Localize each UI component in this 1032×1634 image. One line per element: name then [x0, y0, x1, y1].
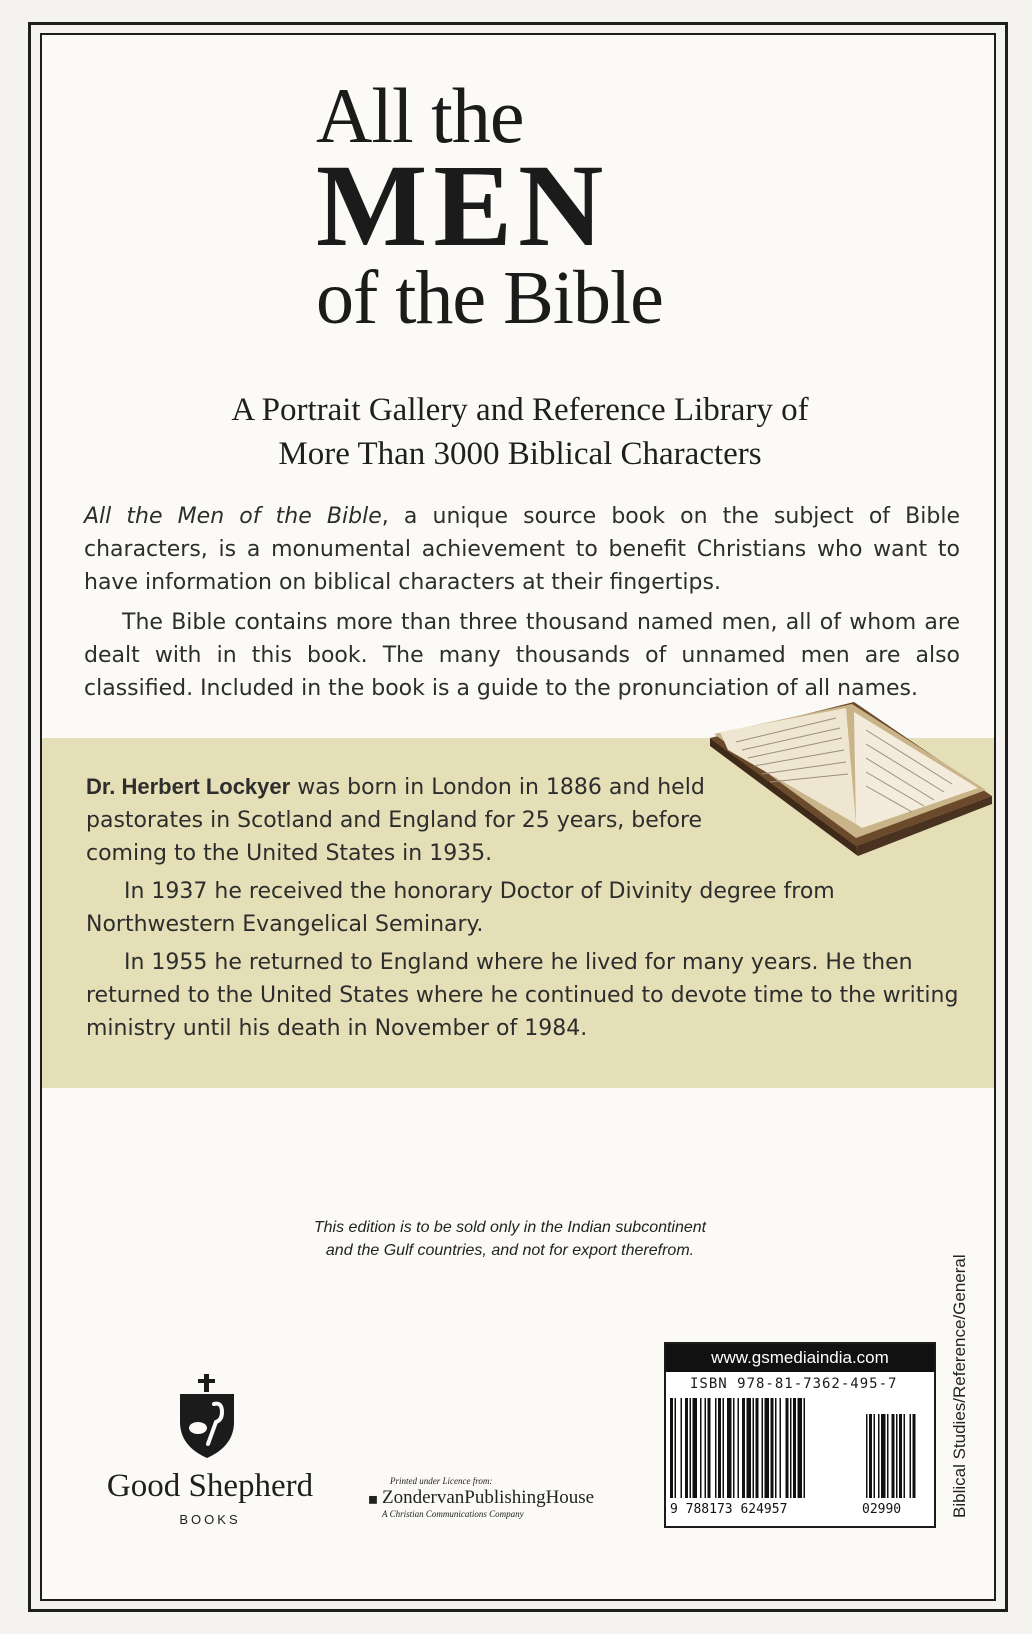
barcode-addon-bar — [878, 1414, 880, 1498]
barcode-bar — [753, 1398, 755, 1498]
barcode-bar — [742, 1398, 745, 1498]
publisher-name: Good Shepherd — [106, 1468, 314, 1504]
bio-paragraph-1 — [86, 770, 706, 870]
barcode-bar — [718, 1398, 721, 1498]
barcode-bars — [670, 1398, 932, 1502]
description-paragraph-2: The Bible contains more than three thousand named men, all of whom are dealt with in this book. The many thousands of unnamed men are also classified. Included in the book is a guide to the pronunciation of all names. — [84, 610, 960, 701]
shepherd-shield-icon — [176, 1374, 238, 1460]
barcode-addon-bar — [869, 1414, 872, 1498]
barcode-addon-bar — [896, 1414, 898, 1498]
barcode-addon-bar — [910, 1414, 912, 1498]
bio-paragraph-3: In 1955 he returned to England where he lived for many years. He then returned to the United States where he continued to devote time to the writing ministry until his death in November of 1984. — [86, 950, 959, 1041]
barcode-bar — [670, 1398, 673, 1498]
licence-publisher — [368, 1487, 594, 1509]
isbn-text: ISBN 978-81-7362-495-7 — [690, 1376, 898, 1392]
licence-publisher-name: ZondervanPublishingHouse — [381, 1487, 595, 1508]
barcode-bar — [765, 1398, 770, 1498]
barcode-bar — [798, 1398, 803, 1498]
barcode-bar — [693, 1398, 698, 1498]
barcode-addon-bar — [913, 1414, 916, 1498]
barcode-bar — [690, 1398, 692, 1498]
publisher-sub: BOOKS — [179, 1512, 241, 1527]
barcode-bar — [738, 1398, 740, 1498]
barcode-bar — [681, 1398, 683, 1498]
edition-line-1: This edition is to be sold only in the Indian subcontinent — [313, 1219, 707, 1236]
barcode-addon-bar — [904, 1414, 906, 1498]
subtitle-line-1: A Portrait Gallery and Reference Library of — [231, 392, 809, 428]
edition-line-2: and the Gulf countries, and not for export therefrom. — [325, 1242, 695, 1259]
book-subtitle — [100, 388, 940, 476]
barcode-addon-bar — [899, 1414, 902, 1498]
barcode-bar — [685, 1398, 688, 1498]
barcode-bar — [762, 1398, 764, 1498]
barcode-bar — [775, 1398, 777, 1498]
barcode-bar — [756, 1398, 759, 1498]
barcode-block — [664, 1342, 936, 1528]
bio-paragraph-2: In 1937 he received the honorary Doctor of Divinity degree from Northwestern Evangelical Seminary. — [86, 879, 835, 937]
barcode-bar — [715, 1398, 717, 1498]
barcode-bar — [804, 1398, 806, 1498]
barcode-addon-bar — [874, 1414, 876, 1498]
barcode-number-main: 9 788173 624957 — [670, 1502, 788, 1517]
barcode-bar — [675, 1398, 677, 1498]
barcode-bar — [727, 1398, 732, 1498]
description-book-title: All the Men of the Bible — [84, 504, 382, 529]
description-p1-text: , a unique source book on the subject of Bible characters, is a monumental achievement to benefit Christians who want to have information on biblical characters at their fingertips. — [84, 504, 961, 595]
zondervan-logo-icon: ◼ — [368, 1492, 378, 1506]
barcode-addon-bar — [892, 1414, 895, 1498]
barcode-bar — [723, 1398, 725, 1498]
barcode-number-addon: 02990 — [862, 1502, 902, 1517]
licence-printed: Printed under Licence from: — [390, 1476, 493, 1486]
book-description — [84, 500, 960, 712]
website-url: www.gsmediaindia.com — [666, 1344, 934, 1372]
description-paragraph-1 — [84, 500, 960, 599]
barcode-addon-bar — [866, 1414, 868, 1498]
barcode-bar — [780, 1398, 782, 1498]
barcode-addon-bar — [887, 1414, 889, 1498]
barcode-bar — [700, 1398, 702, 1498]
barcode-bar — [733, 1398, 735, 1498]
barcode-bar — [708, 1398, 711, 1498]
licence-block — [368, 1476, 594, 1519]
barcode-bar — [793, 1398, 796, 1498]
bio-p1-text: was born in London in 1886 and held pastorates in Scotland and England for 25 years, before coming to the United States in 1935. — [86, 775, 705, 866]
edition-notice — [230, 1216, 790, 1262]
barcode-bar — [747, 1398, 752, 1498]
author-bio — [86, 770, 966, 1050]
licence-tagline: A Christian Communications Company — [382, 1509, 524, 1519]
book-title — [316, 72, 776, 340]
title-line-2: MEN — [316, 140, 610, 271]
author-name: Dr. Herbert Lockyer — [86, 774, 291, 799]
barcode-bar — [705, 1398, 707, 1498]
category-label: Biblical Studies/Reference/General — [950, 1254, 969, 1518]
barcode-bar — [790, 1398, 792, 1498]
barcode-bar — [786, 1398, 789, 1498]
barcode-bar — [771, 1398, 774, 1498]
barcode-addon-bar — [881, 1414, 886, 1498]
subtitle-line-2: More Than 3000 Biblical Characters — [278, 436, 762, 472]
title-line-1: All the — [316, 72, 524, 159]
title-line-3: of the Bible — [316, 256, 663, 340]
